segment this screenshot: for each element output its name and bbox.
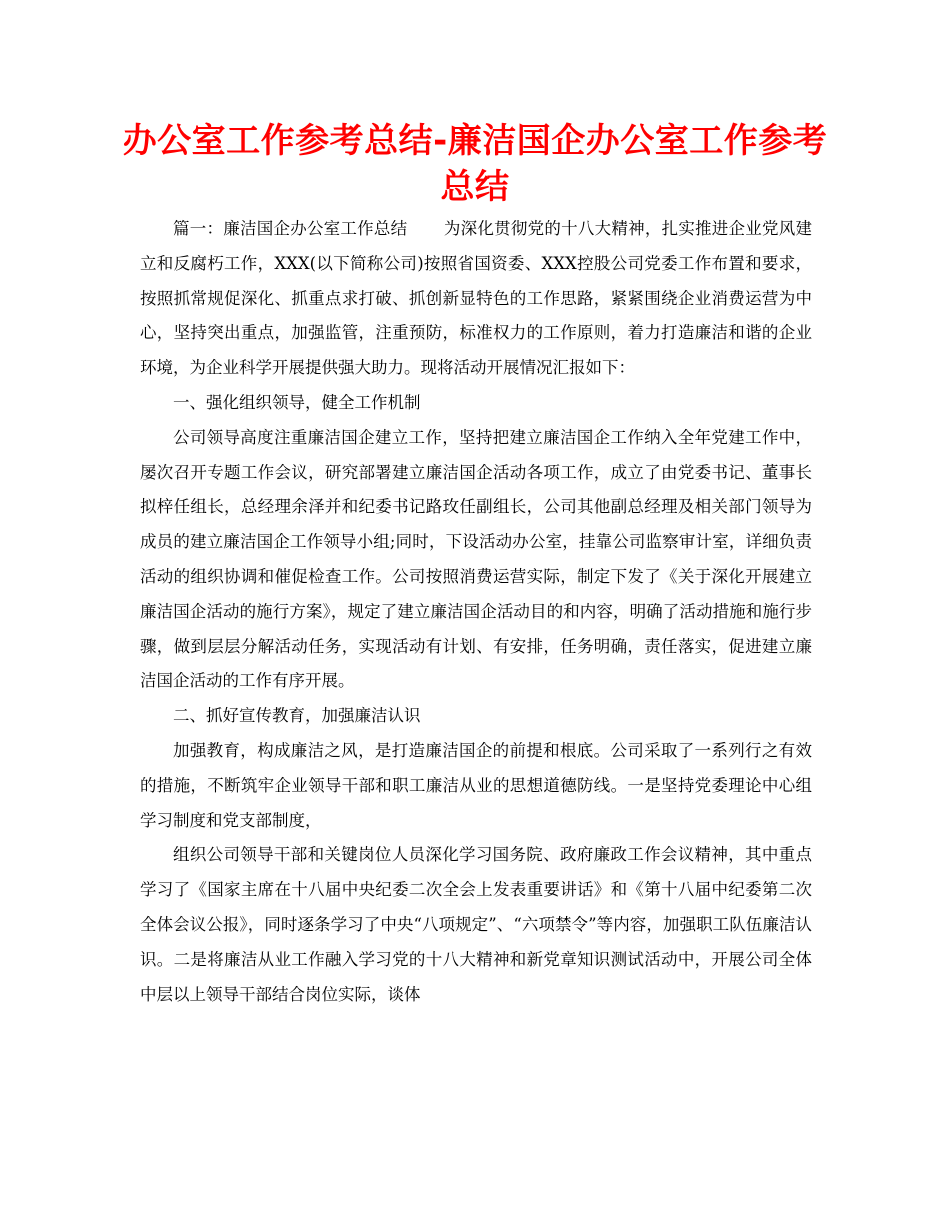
section-2-paragraph-1: 加强教育，构成廉洁之风，是打造廉洁国企的前提和根底。公司采取了一系列行之有效的措施，不断筑牢企业领导干部和职工廉洁从业的思想道德防线。一是坚持党委理论中心组学习制度和党支部制度，: [140, 740, 812, 830]
intro-paragraph: [140, 212, 812, 386]
section-1-paragraph: 公司领导高度注重廉洁国企建立工作，坚持把建立廉洁国企工作纳入全年党建工作中，屡次召开专题工作会议，研究部署建立廉洁国企活动各项工作，成立了由党委书记、董事长拟梓任组长，总经理余泽并和纪委书记路玫任副组长，公司其他副总经理及相关部门领导为成员的建立廉洁国企工作领导小组;同时，下设活动办公室，挂靠公司监察审计室，详细负责活动的组织协调和催促检查工作。公司按照消费运营实际，制定下发了《关于深化开展建立廉洁国企活动的施行方案》，规定了建立廉洁国企活动目的和内容，明确了活动措施和施行步骤，做到层层分解活动任务，实现活动有计划、有安排，任务明确，责任落实，促进建立廉洁国企活动的工作有序开展。: [140, 427, 812, 691]
section-heading-1: 一、强化组织领导，健全工作机制: [173, 392, 421, 412]
intro-label: 篇一：廉洁国企办公室工作总结: [173, 219, 408, 238]
document-body: [140, 212, 812, 1012]
section-heading-2: 二、抓好宣传教育，加强廉洁认识: [173, 706, 421, 726]
document-title: 办公室工作参考总结-廉洁国企办公室工作参考总结: [122, 121, 828, 207]
section-2-paragraph-2: 组织公司领导干部和关键岗位人员深化学习国务院、政府廉政工作会议精神，其中重点学习了《国家主席在十八届中央纪委二次全会上发表重要讲话》和《第十八届中纪委第二次全体会议公报》，同时逐条学习了中央“八项规定”、“六项禁令”等内容，加强职工队伍廉洁认识。二是将廉洁从业工作融入学习党的十八大精神和新党章知识测试活动中，开展公司全体中层以上领导干部结合岗位实际，谈体: [140, 845, 812, 1004]
intro-text: 为深化贯彻党的十八大精神，扎实推进企业党风建立和反腐朽工作，XXX(以下简称公司)按照省国资委、XXX控股公司党委工作布置和要求，按照抓常规促深化、抓重点求打破、抓创新显特色的工作思路，紧紧围绕企业消费运营为中心，坚持突出重点，加强监管，注重预防，标准权力的工作原则，着力打造廉洁和谐的企业环境，为企业科学开展提供强大助力。现将活动开展情况汇报如下：: [140, 219, 813, 378]
